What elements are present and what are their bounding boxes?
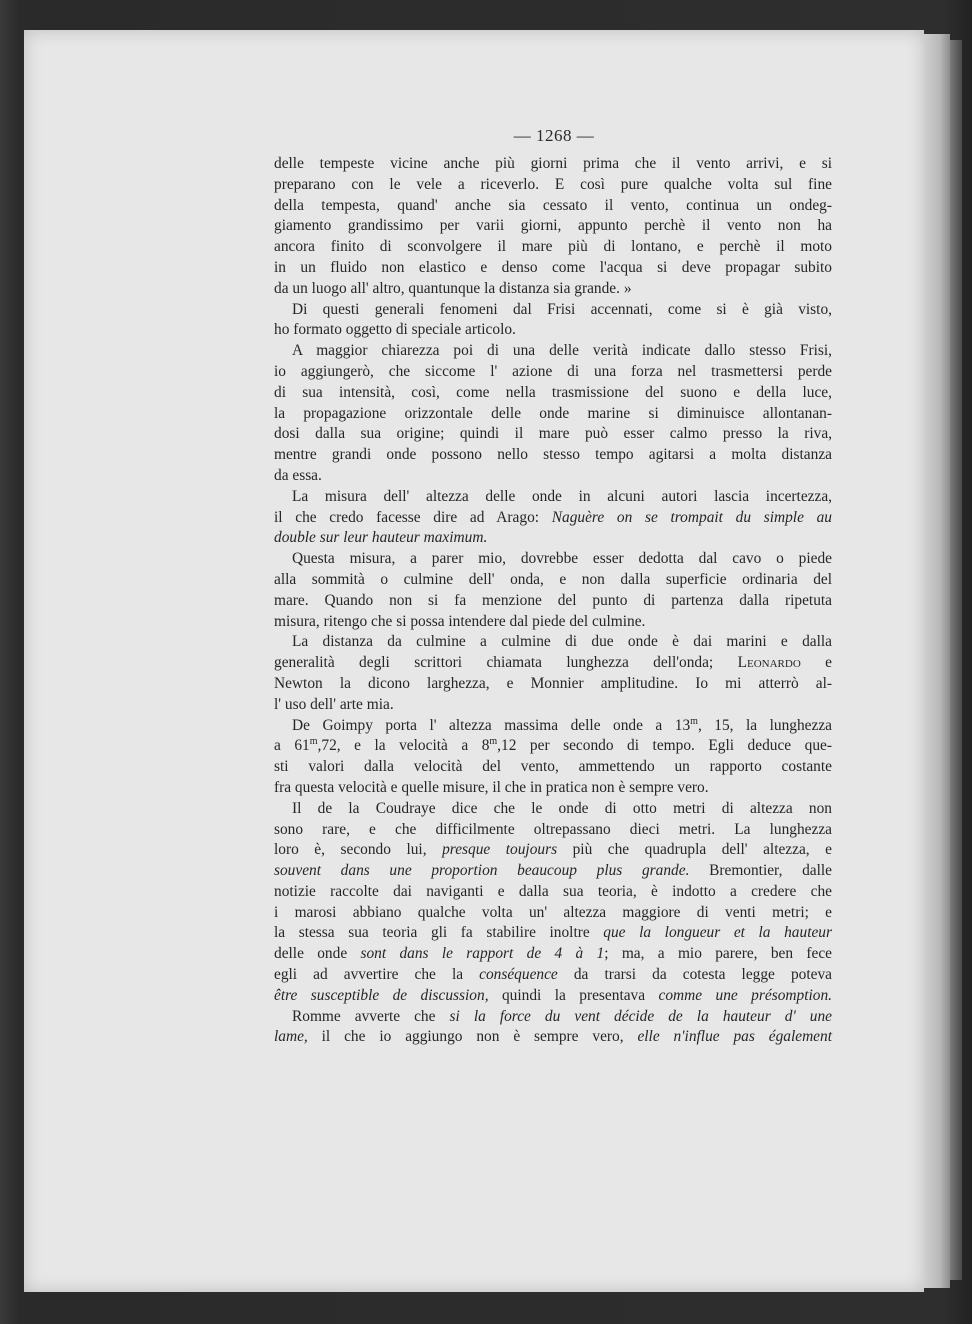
- text-run: delle tempeste vicine anche più giorni prima che il vento arrivi, e si: [274, 155, 832, 172]
- text-run: da un luogo all' altro, quantunque la distanza sia grande. »: [274, 279, 632, 297]
- text-run: Di questi generali fenomeni dal Frisi accennati, come si è già visto,: [292, 300, 832, 318]
- text-run: l' uso dell' arte mia.: [274, 695, 394, 713]
- text-line: [274, 923, 832, 944]
- text-run: la propagazione orizzontale delle onde marine si diminuisce allontanan-: [274, 404, 832, 422]
- text-run: egli ad avvertire che la: [274, 966, 480, 984]
- text-run: generalità degli scrittori chiamata lunghezza dell'onda;: [274, 654, 738, 672]
- text-line: [274, 674, 832, 695]
- text-run: sono rare, e che difficilmente oltrepassano dieci metri. La lunghezza: [274, 820, 832, 838]
- text-line: [274, 840, 832, 861]
- text-run: Romme avverte che: [292, 1007, 450, 1025]
- text-line: [274, 445, 832, 466]
- text-run: delle onde: [274, 945, 361, 963]
- text-line: [274, 986, 832, 1007]
- text-line: [274, 154, 832, 175]
- text-line: [274, 508, 832, 529]
- text-run: preparano con le vele a riceverlo. E così pure qualche volta sul fine: [274, 175, 832, 193]
- text-line: [274, 196, 832, 217]
- text-run: Questa misura, a parer mio, dovrebbe esser dedotta dal cavo o piede: [292, 550, 832, 568]
- text-line: [274, 341, 832, 362]
- text-run: ; ma, a mio parere, ben fece: [604, 945, 832, 963]
- italic-phrase: sont dans le rapport de 4 à 1: [360, 945, 605, 963]
- italic-phrase: que la longueur et la hauteur: [603, 924, 832, 942]
- italic-phrase: être susceptible de discussion,: [274, 986, 489, 1004]
- text-line: [274, 528, 832, 549]
- unit-superscript: m: [690, 715, 698, 727]
- unit-superscript: m: [489, 736, 498, 748]
- text-run: ho formato oggetto di speciale articolo.: [274, 321, 516, 339]
- text-line: [274, 944, 832, 965]
- text-line: [274, 258, 832, 279]
- text-run: Il de la Coudraye dice che le onde di otto metri di altezza non: [292, 799, 832, 817]
- text-line: [274, 404, 832, 425]
- text-run: a 61: [274, 737, 310, 755]
- text-run: , 15, la lunghezza: [697, 716, 833, 734]
- text-line: [274, 570, 832, 591]
- italic-phrase: souvent dans une proportion beaucoup plus grande.: [274, 862, 690, 880]
- text-run: ,72, e la velocità a 8: [317, 737, 490, 755]
- text-line: [274, 612, 832, 633]
- page-edge: [924, 34, 950, 1288]
- text-line: [274, 237, 832, 258]
- text-line: [274, 820, 832, 841]
- text-run: La misura dell' altezza delle onde in alcuni autori lascia incertezza,: [292, 487, 832, 505]
- text-line: [274, 383, 832, 404]
- text-line: [274, 300, 832, 321]
- text-run: in un fluido non elastico e denso come l'acqua si deve propagar subito: [274, 258, 832, 276]
- text-run: misura, ritengo che si possa intendere dal piede del culmine.: [274, 612, 646, 630]
- text-run: De Goimpy porta l' altezza massima delle onde a 13: [292, 716, 691, 734]
- text-run: fra questa velocità e quelle misure, il che in pratica non è sempre vero.: [274, 778, 709, 796]
- text-run: alla sommità o culmine dell' onda, e non dalla superficie ordinaria del: [274, 570, 832, 588]
- text-run: e: [800, 654, 832, 672]
- text-run: il che io aggiungo non è sempre vero,: [307, 1028, 638, 1046]
- italic-phrase: presque toujours: [442, 841, 558, 859]
- text-run: notizie raccolte dai naviganti e dalla sua teoria, è indotto a credere che: [274, 882, 832, 900]
- italic-phrase: Naguère on se trompait du simple au: [551, 508, 832, 526]
- text-run: giamento grandissimo per varii giorni, appunto perchè il vento non ha: [274, 217, 832, 235]
- text-line: [274, 320, 832, 341]
- page-edge-shadow: [950, 40, 962, 1280]
- text-run: dosi dalla sua origine; quindi il mare può esser calmo presso la riva,: [274, 425, 832, 443]
- text-line: [274, 1007, 832, 1028]
- page-number: — 1268 —: [513, 126, 595, 145]
- text-line: [274, 487, 832, 508]
- text-line: [274, 424, 832, 445]
- text-line: [274, 799, 832, 820]
- text-run: da trarsi da cotesta legge poteva: [557, 966, 832, 984]
- text-line: [274, 736, 832, 757]
- text-run: i marosi abbiano qualche volta un' altezza maggiore di venti metri; e: [274, 903, 832, 921]
- text-run: mare. Quando non si fa menzione del punto di partenza dalla ripetuta: [274, 591, 832, 609]
- text-line: [274, 632, 832, 653]
- text-run: sti valori dalla velocità del vento, ammettendo un rapporto costante: [274, 758, 832, 776]
- text-line: [274, 757, 832, 778]
- italic-phrase: si la force du vent décide de la hauteur d' une: [449, 1007, 832, 1025]
- italic-phrase: lame,: [274, 1028, 308, 1046]
- text-line: [274, 861, 832, 882]
- text-line: [274, 175, 832, 196]
- text-run: della tempesta, quand' anche sia cessato il vento, continua un ondeg-: [274, 196, 832, 214]
- text-line: [274, 362, 832, 383]
- text-line: [274, 216, 832, 237]
- italic-phrase: conséquence: [479, 966, 558, 984]
- text-line: [274, 653, 832, 674]
- text-line: [274, 716, 832, 737]
- text-line: [274, 1027, 832, 1048]
- text-run: mentre grandi onde possono nello stesso tempo agitarsi a molta distanza: [274, 446, 832, 464]
- text-run: ancora finito di sconvolgere il mare più di lontano, e perchè il moto: [274, 238, 832, 256]
- text-run: loro è, secondo lui,: [274, 841, 443, 859]
- text-run: di sua intensità, così, come nella trasmissione del suono e della luce,: [274, 383, 832, 401]
- unit-superscript: m: [309, 736, 318, 748]
- text-run: Bremontier, dalle: [689, 862, 832, 880]
- text-line: [274, 279, 832, 300]
- italic-phrase: elle n'influe pas également: [637, 1028, 832, 1046]
- text-line: [274, 591, 832, 612]
- small-caps-name: Leonardo: [737, 654, 801, 672]
- text-line: [274, 695, 832, 716]
- text-run: il che credo facesse dire ad Arago:: [274, 508, 552, 526]
- text-run: ,12 per secondo di tempo. Egli deduce que-: [497, 737, 832, 755]
- text-run: più che quadrupla dell' altezza, e: [557, 841, 832, 859]
- text-run: A maggior chiarezza poi di una delle verità indicate dallo stesso Frisi,: [292, 342, 832, 360]
- text-line: [274, 778, 832, 799]
- text-line: [274, 466, 832, 487]
- italic-phrase: double sur leur hauteur maximum.: [274, 529, 488, 547]
- text-line: [274, 549, 832, 570]
- text-run: quindi la presentava: [488, 986, 659, 1004]
- text-line: [274, 882, 832, 903]
- text-run: da essa.: [274, 466, 322, 484]
- text-run: La distanza da culmine a culmine di due onde è dai marini e dalla: [292, 633, 832, 651]
- text-line: [274, 965, 832, 986]
- body-text: [274, 154, 832, 1048]
- text-line: [274, 903, 832, 924]
- text-run: la stessa sua teoria gli fa stabilire inoltre: [274, 924, 604, 942]
- text-run: Newton la dicono larghezza, e Monnier amplitudine. Io mi atterrò al-: [274, 674, 832, 692]
- italic-phrase: comme une présomption.: [658, 986, 832, 1004]
- text-run: io aggiungerò, che siccome l' azione di una forza nel trasmettersi perde: [274, 362, 832, 380]
